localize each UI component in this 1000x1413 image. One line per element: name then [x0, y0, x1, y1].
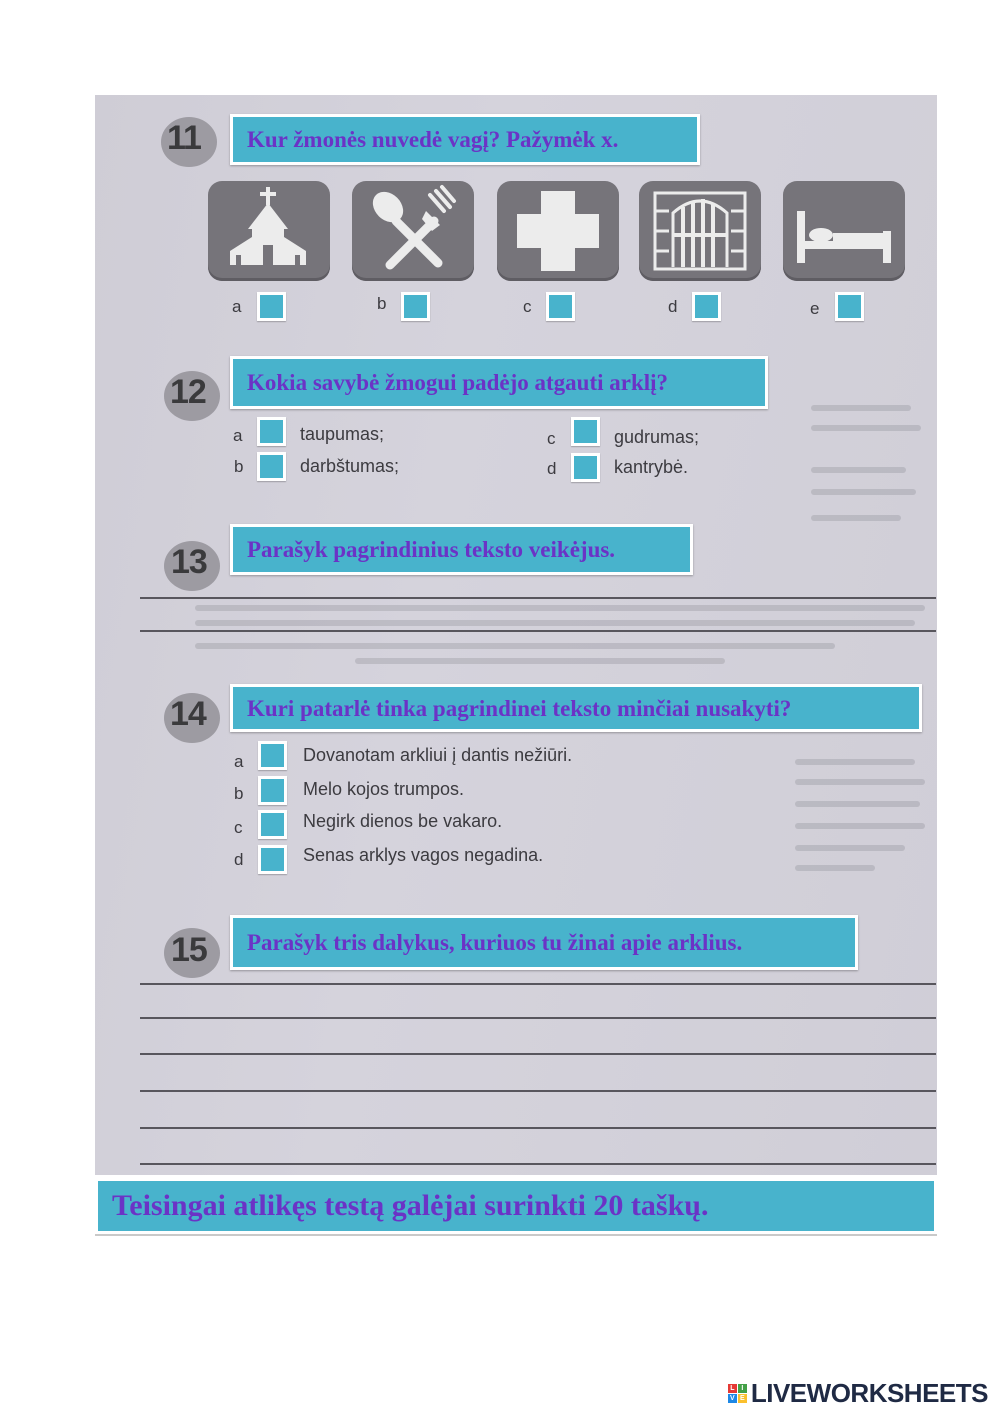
background-text-trace — [195, 643, 835, 649]
question-number-12: 12 — [170, 373, 206, 411]
answer-checkbox-14a[interactable] — [258, 741, 287, 770]
background-text-trace — [811, 515, 901, 521]
answer-checkbox-11b[interactable] — [401, 292, 430, 321]
question-12-prompt: Kokia savybė žmogui padėjo atgauti arklį? — [230, 356, 768, 409]
background-text-trace — [795, 779, 925, 785]
question-number-13: 13 — [171, 543, 207, 581]
prison-icon — [639, 181, 761, 281]
answer-line — [140, 1053, 936, 1055]
background-text-trace — [795, 759, 915, 765]
option-letter: c — [523, 297, 532, 316]
answer-checkbox-12d[interactable] — [571, 453, 600, 482]
background-text-trace — [795, 801, 920, 807]
answer-line — [140, 630, 936, 632]
option-text: gudrumas; — [614, 427, 700, 447]
option-letter: a — [234, 752, 244, 771]
background-text-trace — [195, 605, 925, 611]
background-text-trace — [355, 658, 725, 664]
background-text-trace — [795, 823, 925, 829]
option-text: darbštumas; — [300, 456, 400, 476]
bed-icon — [783, 181, 905, 281]
background-text-trace — [811, 467, 906, 473]
score-info-banner: Teisingai atlikęs testą galėjai surinkti 20 taškų. — [95, 1178, 937, 1234]
answer-line — [140, 1163, 936, 1165]
option-letter: a — [232, 297, 242, 316]
option-letter: c — [547, 429, 556, 448]
option-text: kantrybė. — [614, 457, 689, 477]
brand-logo — [728, 1378, 988, 1409]
worksheet-page — [95, 95, 937, 1175]
question-number-11: 11 — [167, 119, 201, 157]
answer-checkbox-14c[interactable] — [258, 810, 287, 839]
question-15-prompt: Parašyk tris dalykus, kuriuos tu žinai apie arklius. — [230, 915, 858, 970]
answer-checkbox-11d[interactable] — [692, 292, 721, 321]
option-tile-b — [352, 181, 474, 281]
answer-checkbox-11c[interactable] — [546, 292, 575, 321]
answer-line — [140, 1017, 936, 1019]
option-text: taupumas; — [300, 424, 385, 444]
answer-checkbox-14d[interactable] — [258, 845, 287, 874]
option-letter: b — [234, 784, 244, 803]
answer-checkbox-11a[interactable] — [257, 292, 286, 321]
answer-line — [140, 1127, 936, 1129]
background-text-trace — [811, 425, 921, 431]
question-number-15: 15 — [171, 931, 207, 969]
option-text: Melo kojos trumpos. — [303, 779, 465, 799]
option-letter: e — [810, 299, 820, 318]
background-text-trace — [795, 865, 875, 871]
answer-checkbox-11e[interactable] — [835, 292, 864, 321]
question-14-prompt: Kuri patarlė tinka pagrindinei teksto minčiai nusakyti? — [230, 684, 922, 732]
option-letter: a — [233, 426, 243, 445]
medical-cross-icon — [497, 181, 619, 281]
option-letter: b — [377, 294, 387, 313]
question-11-prompt: Kur žmonės nuvedė vagį? Pažymėk x. — [230, 114, 700, 165]
background-text-trace — [795, 845, 905, 851]
option-tile-d — [639, 181, 761, 281]
background-text-trace — [811, 405, 911, 411]
option-letter: d — [234, 850, 244, 869]
answer-line — [140, 597, 936, 599]
option-text: Senas arklys vagos negadina. — [303, 845, 544, 865]
answer-checkbox-12a[interactable] — [257, 417, 286, 446]
option-tile-e — [783, 181, 905, 281]
answer-line — [140, 1090, 936, 1092]
answer-checkbox-14b[interactable] — [258, 776, 287, 805]
option-text: Dovanotam arkliui į dantis nežiūri. — [303, 745, 573, 765]
option-letter: b — [234, 457, 244, 476]
question-13-prompt: Parašyk pagrindinius teksto veikėjus. — [230, 524, 693, 575]
option-letter: d — [668, 297, 678, 316]
answer-line — [140, 983, 936, 985]
question-number-14: 14 — [170, 695, 206, 733]
church-icon — [208, 181, 330, 281]
background-text-trace — [195, 620, 915, 626]
option-tile-c — [497, 181, 619, 281]
answer-checkbox-12c[interactable] — [571, 417, 600, 446]
option-tile-a — [208, 181, 330, 281]
background-text-trace — [811, 489, 916, 495]
option-letter: c — [234, 818, 243, 837]
logo-mark-icon: L I V E — [728, 1384, 747, 1403]
brand-name: LIVEWORKSHEETS — [750, 1378, 988, 1408]
fork-spoon-icon — [352, 181, 474, 281]
option-letter: d — [547, 459, 557, 478]
answer-checkbox-12b[interactable] — [257, 452, 286, 481]
option-text: Negirk dienos be vakaro. — [303, 811, 503, 831]
